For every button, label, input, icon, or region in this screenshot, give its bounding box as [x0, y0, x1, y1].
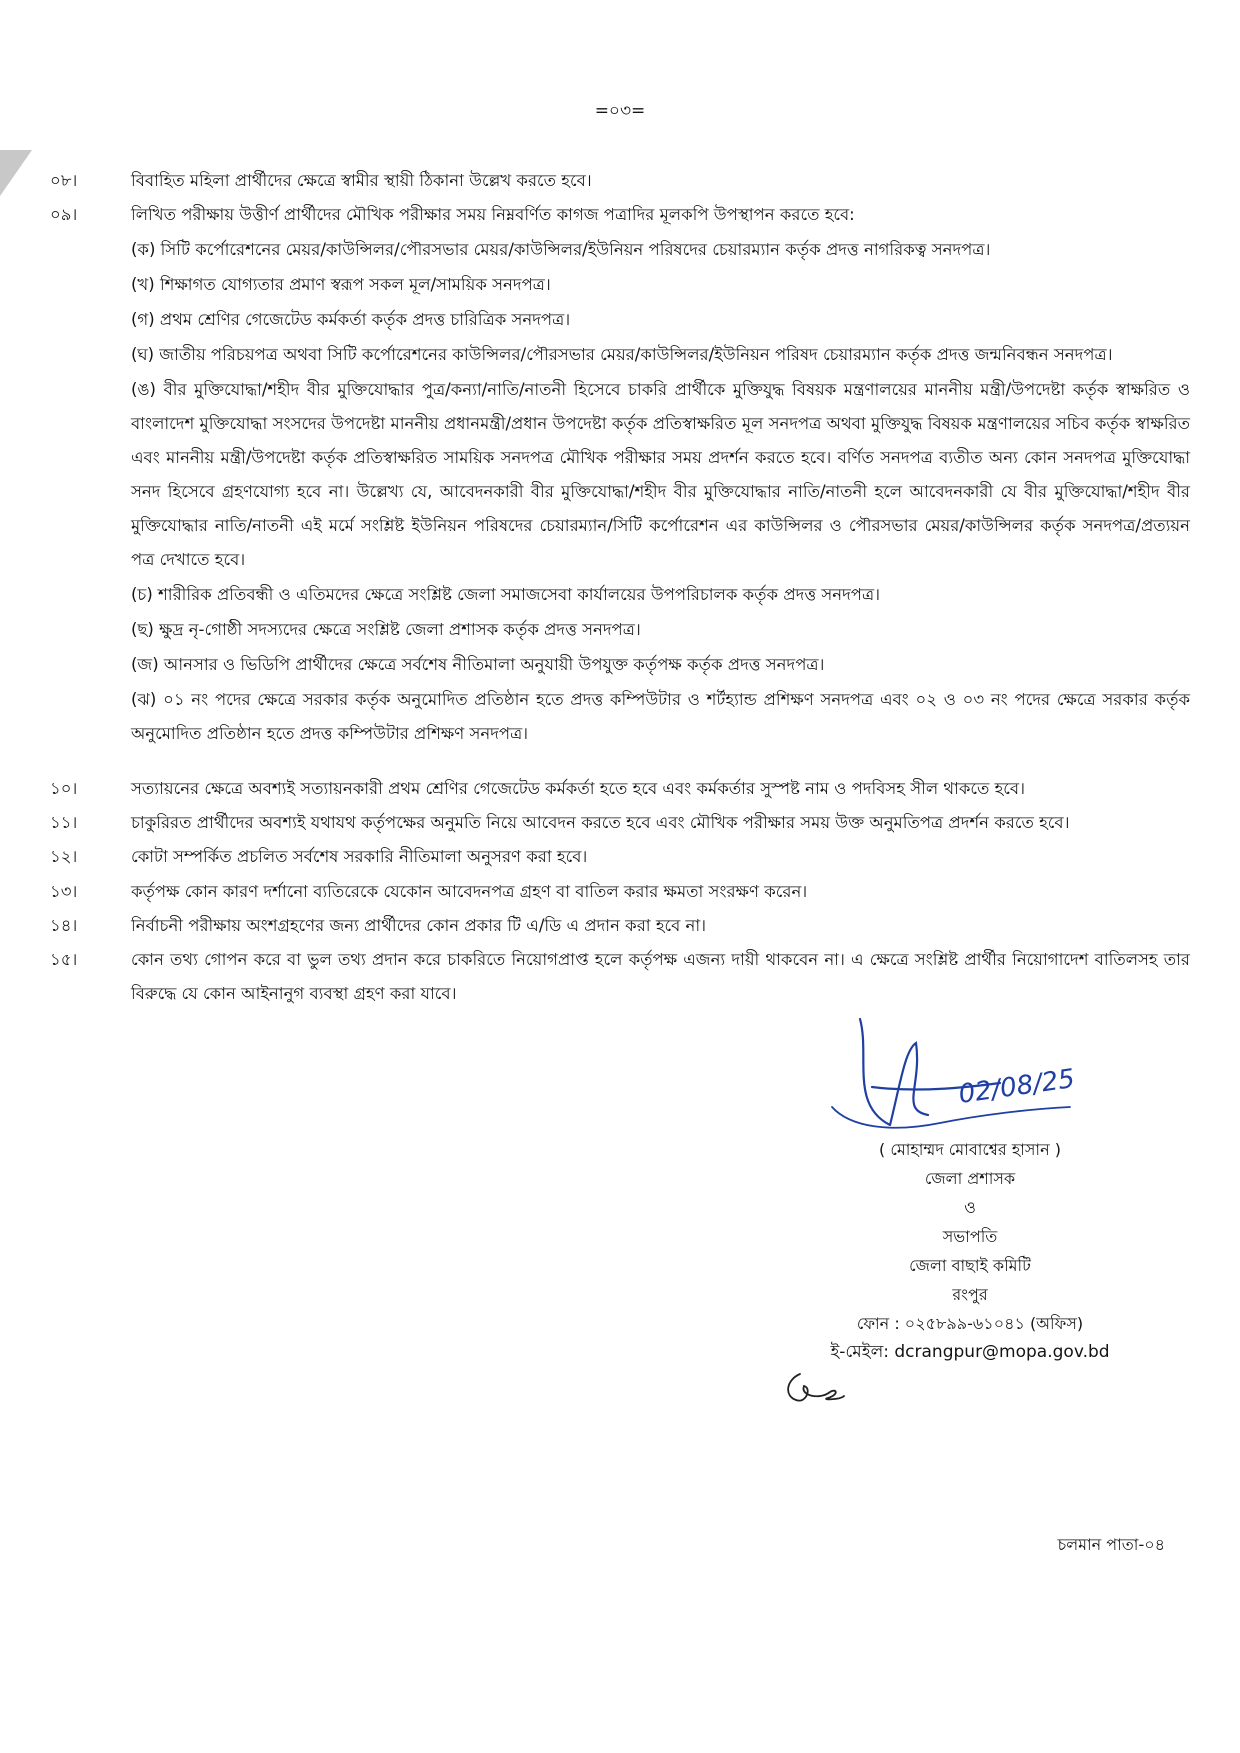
page-number: =০৩= — [594, 101, 646, 121]
committee-name: জেলা বাছাই কমিটি — [909, 1256, 1031, 1275]
list-item-12 — [50, 840, 1190, 874]
sub-item-ja: (জ) আনসার ও ভিডিপি প্রার্থীদের ক্ষেত্রে সর্বশেষ নীতিমালা অনুযায়ী উপযুক্ত কর্তৃপক্ষ কর্তৃক প্রদত্ত সনদপত্র। — [131, 655, 825, 674]
office-phone: ফোন : ০২৫৮৯৯-৬১০৪১ (অফিস) — [856, 1314, 1084, 1333]
signatory-title: জেলা প্রশাসক — [924, 1169, 1016, 1188]
list-item-10 — [50, 772, 1190, 806]
list-item-13 — [50, 875, 1190, 909]
list-item-09 — [50, 198, 1190, 751]
list-item-15 — [50, 943, 1190, 1011]
signatory-role: সভাপতি — [942, 1227, 998, 1246]
sub-item-gha: (ঘ) জাতীয় পরিচয়পত্র অথবা সিটি কর্পোরেশনের কাউন্সিলর/পৌরসভার মেয়র/কাউন্সিলর/ইউনিয়ন পরিষদ চেয়ারম্যান কর্তৃক প্রদত্ত জন্মনিবন্ধন সনদপত্র। — [131, 345, 1113, 364]
signatory-conjunction: ও — [964, 1198, 976, 1217]
sub-item-chha: (ছ) ক্ষুদ্র নৃ-গোষ্ঠী সদস্যদের ক্ষেত্রে সংশ্লিষ্ট জেলা প্রশাসক কর্তৃক প্রদত্ত সনদপত্র। — [131, 620, 641, 639]
sub-item-ka: (ক) সিটি কর্পোরেশনের মেয়র/কাউন্সিলর/পৌরসভার মেয়র/কাউন্সিলর/ইউনিয়ন পরিষদের চেয়ারম্যান কর্তৃক প্রদত্ত নাগরিকত্ব সনদপত্র। — [131, 240, 991, 259]
item-number: ১৩। — [50, 882, 78, 901]
item-number: ১৪। — [50, 916, 78, 935]
item-number: ০৮। — [50, 171, 78, 190]
signature-block — [760, 1015, 1180, 1367]
item-number: ০৯। — [50, 205, 78, 224]
item-text: নির্বাচনী পরীক্ষায় অংশগ্রহণের জন্য প্রার্থীদের কোন প্রকার টি এ/ডি এ প্রদান করা হবে না। — [131, 916, 707, 935]
item-number: ১৫। — [50, 950, 78, 969]
item-number: ১১। — [50, 813, 78, 832]
item-text: কোন তথ্য গোপন করে বা ভুল তথ্য প্রদান করে চাকরিতে নিয়োগপ্রাপ্ত হলে কর্তৃপক্ষ এজন্য দায়ী থাকবেন না। এ ক্ষেত্রে সংশ্লিষ্ট প্রার্থীর নিয়োগাদেশ বাতিলসহ তার বিরুদ্ধে যে কোন আইনানুগ ব্যবস্থা গ্রহণ করা যাবে। — [131, 950, 1190, 1003]
sub-item-ga: (গ) প্রথম শ্রেণির গেজেটেড কর্মকর্তা কর্তৃক প্রদত্ত চারিত্রিক সনদপত্র। — [131, 310, 571, 329]
item-text: কোটা সম্পর্কিত প্রচলিত সর্বশেষ সরকারি নীতিমালা অনুসরণ করা হবে। — [131, 847, 588, 866]
item-number: ১০। — [50, 779, 78, 798]
sub-item-uma: (ঙ) বীর মুক্তিযোদ্ধা/শহীদ বীর মুক্তিযোদ্ধার পুত্র/কন্যা/নাতি/নাতনী হিসেবে চাকরি প্রার্থীকে মুক্তিযুদ্ধ বিষয়ক মন্ত্রণালয়ের মাননীয় মন্ত্রী/উপদেষ্টা কর্তৃক স্বাক্ষরিত ও বাংলাদেশ মুক্তিযোদ্ধা সংসদের উপদেষ্টা মাননীয় প্রধানমন্ত্রী/প্রধান উপদেষ্টা কর্তৃক প্রতিস্বাক্ষরিত মূল সনদপত্র অথবা মুক্তিযুদ্ধ বিষয়ক মন্ত্রণালয়ের সচিব কর্তৃক স্বাক্ষরিত এবং মাননীয় মন্ত্রী/উপদেষ্টা কর্তৃক প্রতিস্বাক্ষরিত সাময়িক সনদপত্র মৌখিক পরীক্ষার সময় প্রদর্শন করতে হবে। বর্ণিত সনদপত্র ব্যতীত অন্য কোন সনদপত্র মুক্তিযোদ্ধা সনদ হিসেবে গ্রহণযোগ্য হবে না। উল্লেখ্য যে, আবেদনকারী বীর মুক্তিযোদ্ধা/শহীদ বীর মুক্তিযোদ্ধার নাতি/নাতনী হলে আবেদনকারী যে বীর মুক্তিযোদ্ধা/শহীদ বীর মুক্তিযোদ্ধার নাতি/নাতনী এই মর্মে সংশ্লিষ্ট ইউনিয়ন পরিষদের চেয়ারম্যান/সিটি কর্পোরেশন এর কাউন্সিলর ও পৌরসভার মেয়র/কাউন্সিলর কর্তৃক সনদপত্র/প্রত্যয়ন পত্র দেখাতে হবে। — [131, 380, 1190, 569]
list-item-08 — [50, 164, 1190, 198]
list-item-14 — [50, 909, 1190, 943]
office-email: ই-মেইল: dcrangpur@mopa.gov.bd — [830, 1342, 1110, 1362]
signature-date: 02/08/25 — [956, 1063, 1077, 1110]
item-text: সত্যায়নের ক্ষেত্রে অবশ্যই সত্যায়নকারী প্রথম শ্রেণির গেজেটেড কর্মকর্তা হতে হবে এবং কর্মকর্তার সুস্পষ্ট নাম ও পদবিসহ সীল থাকতে হবে। — [131, 779, 1026, 798]
continued-page-note: চলমান পাতা-০৪ — [1057, 1535, 1165, 1554]
item-number: ১২। — [50, 847, 78, 866]
item-text: চাকুরিরত প্রার্থীদের অবশ্যই যথাযথ কর্তৃপক্ষের অনুমতি নিয়ে আবেদন করতে হবে এবং মৌখিক পরীক্ষার সময় উক্ত অনুমতিপত্র প্রদর্শন করতে হবে। — [131, 813, 1070, 832]
sub-item-kha: (খ) শিক্ষাগত যোগ্যতার প্রমাণ স্বরূপ সকল মূল/সাময়িক সনদপত্র। — [131, 275, 551, 294]
handwritten-initials — [780, 1370, 850, 1410]
item-text: বিবাহিত মহিলা প্রার্থীদের ক্ষেত্রে স্বামীর স্থায়ী ঠিকানা উল্লেখ করতে হবে। — [131, 171, 592, 190]
sub-item-cha: (চ) শারীরিক প্রতিবন্ধী ও এতিমদের ক্ষেত্রে সংশ্লিষ্ট জেলা সমাজসেবা কার্যালয়ের উপপরিচালক কর্তৃক প্রদত্ত সনদপত্র। — [131, 585, 881, 604]
list-item-11 — [50, 806, 1190, 840]
item-text: কর্তৃপক্ষ কোন কারণ দর্শানো ব্যতিরেকে যেকোন আবেদনপত্র গ্রহণ বা বাতিল করার ক্ষমতা সংরক্ষণ করেন। — [131, 882, 808, 901]
district-name: রংপুর — [952, 1285, 988, 1304]
sub-item-jha: (ঝ) ০১ নং পদের ক্ষেত্রে সরকার কর্তৃক অনুমোদিত প্রতিষ্ঠান হতে প্রদত্ত কম্পিউটার ও শর্টহ্যান্ড প্রশিক্ষণ সনদপত্র এবং ০২ ও ০৩ নং পদের ক্ষেত্রে সরকার কর্তৃক অনুমোদিত প্রতিষ্ঠান হতে প্রদত্ত কম্পিউটার প্রশিক্ষণ সনদপত্র। — [131, 690, 1190, 743]
folded-corner-shadow — [0, 150, 40, 210]
signatory-name: ( মোহাম্মদ মোবাশ্বের হাসান ) — [879, 1140, 1061, 1159]
item-text: লিখিত পরীক্ষায় উত্তীর্ণ প্রার্থীদের মৌখিক পরীক্ষার সময় নিম্নবর্ণিত কাগজ পত্রাদির মূলকপি উপস্থাপন করতে হবে: — [131, 205, 855, 224]
